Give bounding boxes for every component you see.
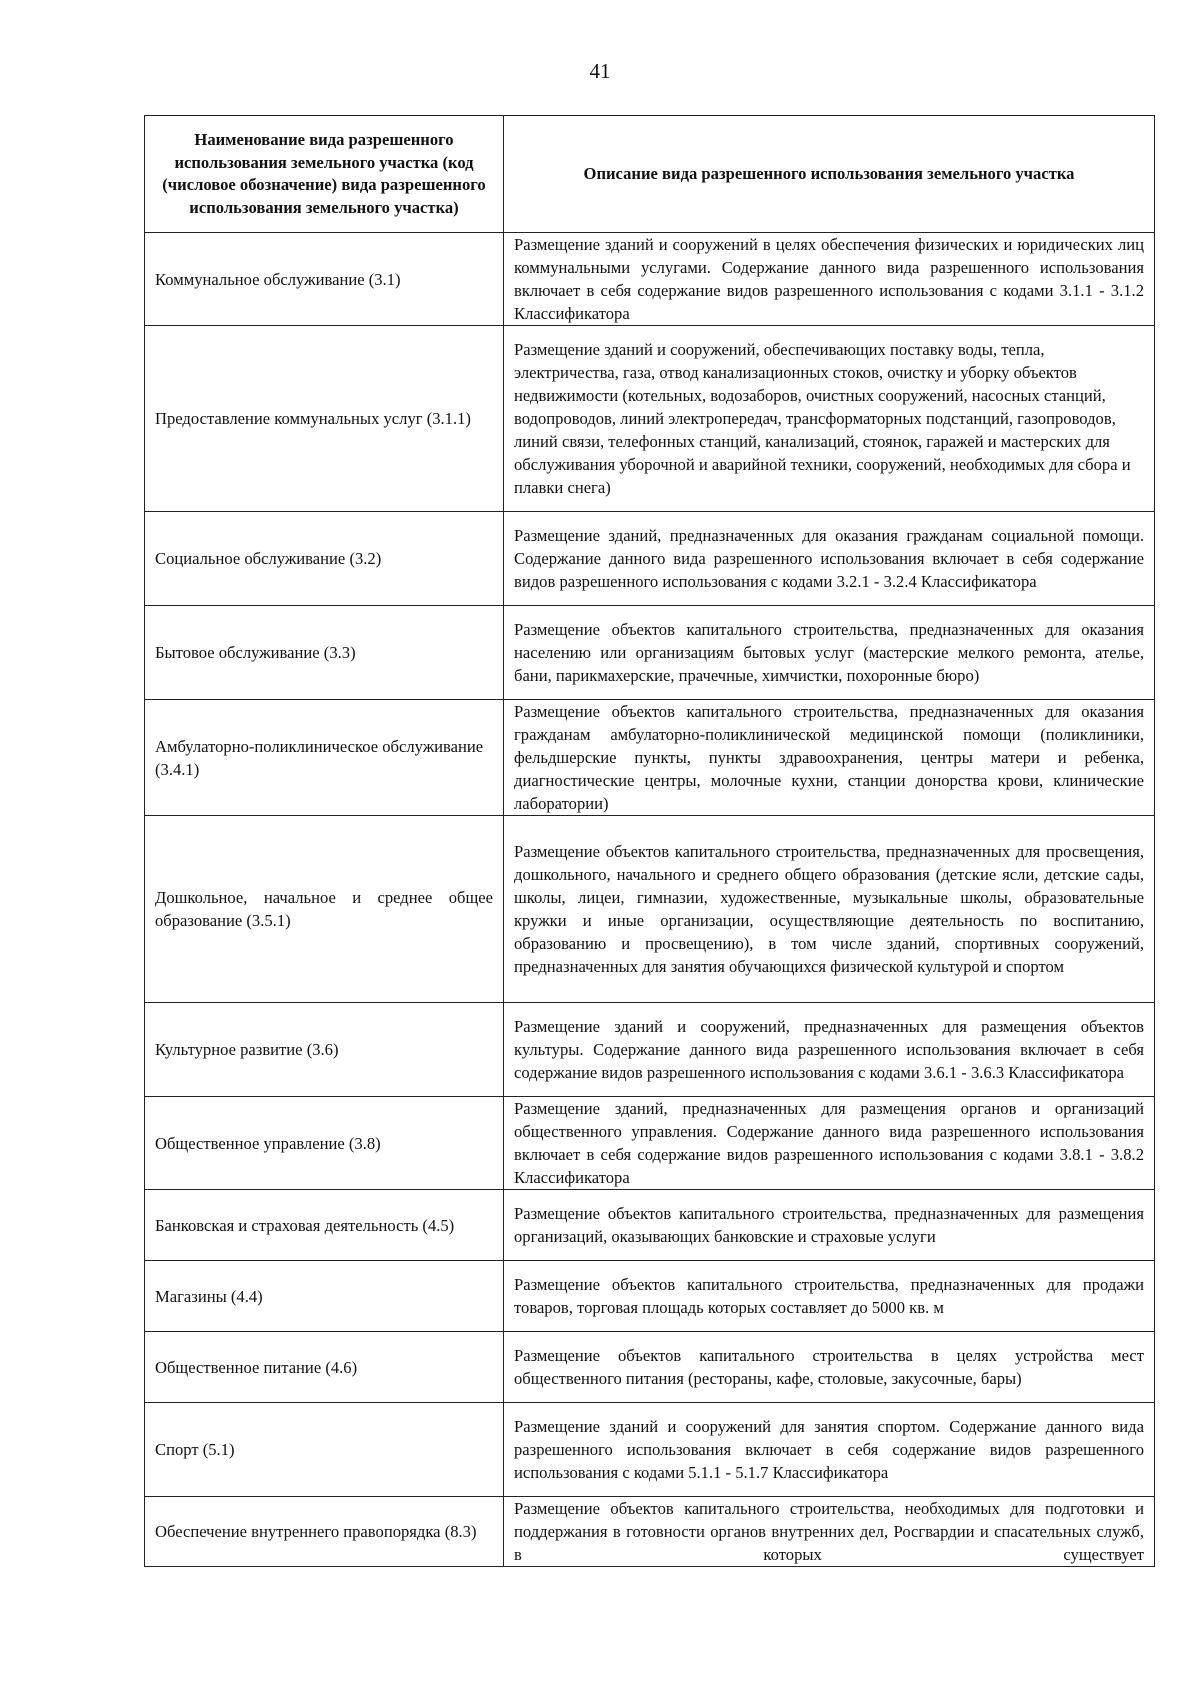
column-header-description: Описание вида разрешенного использования земельного участка <box>504 116 1155 233</box>
table-row <box>145 233 1155 326</box>
row-name: Общественное управление (3.8) <box>145 1097 504 1190</box>
row-name: Магазины (4.4) <box>145 1261 504 1332</box>
table-row <box>145 1190 1155 1261</box>
row-description: Размещение объектов капитального строительства, предназначенных для оказания населению или организациям бытовых услуг (мастерские мелкого ремонта, ателье, бани, парикмахерские, прачечные, химчистки, похоронные бюро) <box>504 606 1155 700</box>
row-name: Банковская и страховая деятельность (4.5) <box>145 1190 504 1261</box>
row-name: Социальное обслуживание (3.2) <box>145 512 504 606</box>
table-row <box>145 1003 1155 1097</box>
row-description: Размещение зданий и сооружений для занятия спортом. Содержание данного вида разрешенного использования включает в себя содержание видов разрешенного использования с кодами 5.1.1 - 5.1.7 Классификатора <box>504 1403 1155 1497</box>
row-description: Размещение зданий и сооружений в целях обеспечения физических и юридических лиц коммунальными услугами. Содержание данного вида разрешенного использования включает в себя содержание видов разрешенного использования с кодами 3.1.1 - 3.1.2 Классификатора <box>504 233 1155 326</box>
row-description: Размещение объектов капитального строительства, необходимых для подготовки и поддержания в готовности органов внутренних дел, Росгвардии и спасательных служб, в которых существует <box>504 1497 1155 1567</box>
table-header-row <box>145 116 1155 233</box>
row-description: Размещение объектов капитального строительства, предназначенных для оказания гражданам амбулаторно-поликлинической медицинской помощи (поликлиники, фельдшерские пункты, пункты здравоохранения, центры матери и ребенка, диагностические центры, молочные кухни, станции донорства крови, клинические лаборатории) <box>504 700 1155 816</box>
row-description: Размещение зданий, предназначенных для размещения органов и организаций общественного управления. Содержание данного вида разрешенного использования включает в себя содержание видов разрешенного использования с кодами 3.8.1 - 3.8.2 Классификатора <box>504 1097 1155 1190</box>
land-use-table <box>144 115 1155 1567</box>
table-row <box>145 816 1155 1003</box>
row-name: Обеспечение внутреннего правопорядка (8.3) <box>145 1497 504 1567</box>
table-row <box>145 1097 1155 1190</box>
row-description: Размещение зданий и сооружений, предназначенных для размещения объектов культуры. Содержание данного вида разрешенного использования включает в себя содержание видов разрешенного использования с кодами 3.6.1 - 3.6.3 Классификатора <box>504 1003 1155 1097</box>
table-row <box>145 1332 1155 1403</box>
row-name: Предоставление коммунальных услуг (3.1.1) <box>145 326 504 512</box>
row-name: Коммунальное обслуживание (3.1) <box>145 233 504 326</box>
page-number: 41 <box>589 59 611 83</box>
row-name: Культурное развитие (3.6) <box>145 1003 504 1097</box>
row-description: Размещение объектов капитального строительства, предназначенных для размещения организаций, оказывающих банковские и страховые услуги <box>504 1190 1155 1261</box>
row-description: Размещение объектов капитального строительства, предназначенных для просвещения, дошкольного, начального и среднего общего образования (детские ясли, детские сады, школы, лицеи, гимназии, художественные, музыкальные школы, образовательные кружки и иные организации, осуществляющие деятельность по воспитанию, образованию и просвещению), в том числе зданий, спортивных сооружений, предназначенных для занятия обучающихся физической культурой и спортом <box>504 816 1155 1003</box>
row-description: Размещение зданий и сооружений, обеспечивающих поставку воды, тепла, электричества, газа, отвод канализационных стоков, очистку и уборку объектов недвижимости (котельных, водозаборов, очистных сооружений, насосных станций, водопроводов, линий электропередач, трансформаторных подстанций, газопроводов, линий связи, телефонных станций, канализаций, стоянок, гаражей и мастерских для обслуживания уборочной и аварийной техники, сооружений, необходимых для сбора и плавки снега) <box>504 326 1155 512</box>
row-name: Спорт (5.1) <box>145 1403 504 1497</box>
row-name: Общественное питание (4.6) <box>145 1332 504 1403</box>
row-name: Амбулаторно-поликлиническое обслуживание (3.4.1) <box>145 700 504 816</box>
row-description: Размещение объектов капитального строительства в целях устройства мест общественного питания (рестораны, кафе, столовые, закусочные, бары) <box>504 1332 1155 1403</box>
table-row <box>145 700 1155 816</box>
row-name: Бытовое обслуживание (3.3) <box>145 606 504 700</box>
table-row <box>145 326 1155 512</box>
row-name: Дошкольное, начальное и среднее общее образование (3.5.1) <box>145 816 504 1003</box>
column-header-name: Наименование вида разрешенного использования земельного участка (код (числовое обозначение) вида разрешенного использования земельного участка) <box>145 116 504 233</box>
table-row <box>145 1497 1155 1567</box>
row-description: Размещение объектов капитального строительства, предназначенных для продажи товаров, торговая площадь которых составляет до 5000 кв. м <box>504 1261 1155 1332</box>
table-row <box>145 512 1155 606</box>
row-description: Размещение зданий, предназначенных для оказания гражданам социальной помощи. Содержание данного вида разрешенного использования включает в себя содержание видов разрешенного использования с кодами 3.2.1 - 3.2.4 Классификатора <box>504 512 1155 606</box>
table-row <box>145 1403 1155 1497</box>
table-row <box>145 1261 1155 1332</box>
table-row <box>145 606 1155 700</box>
